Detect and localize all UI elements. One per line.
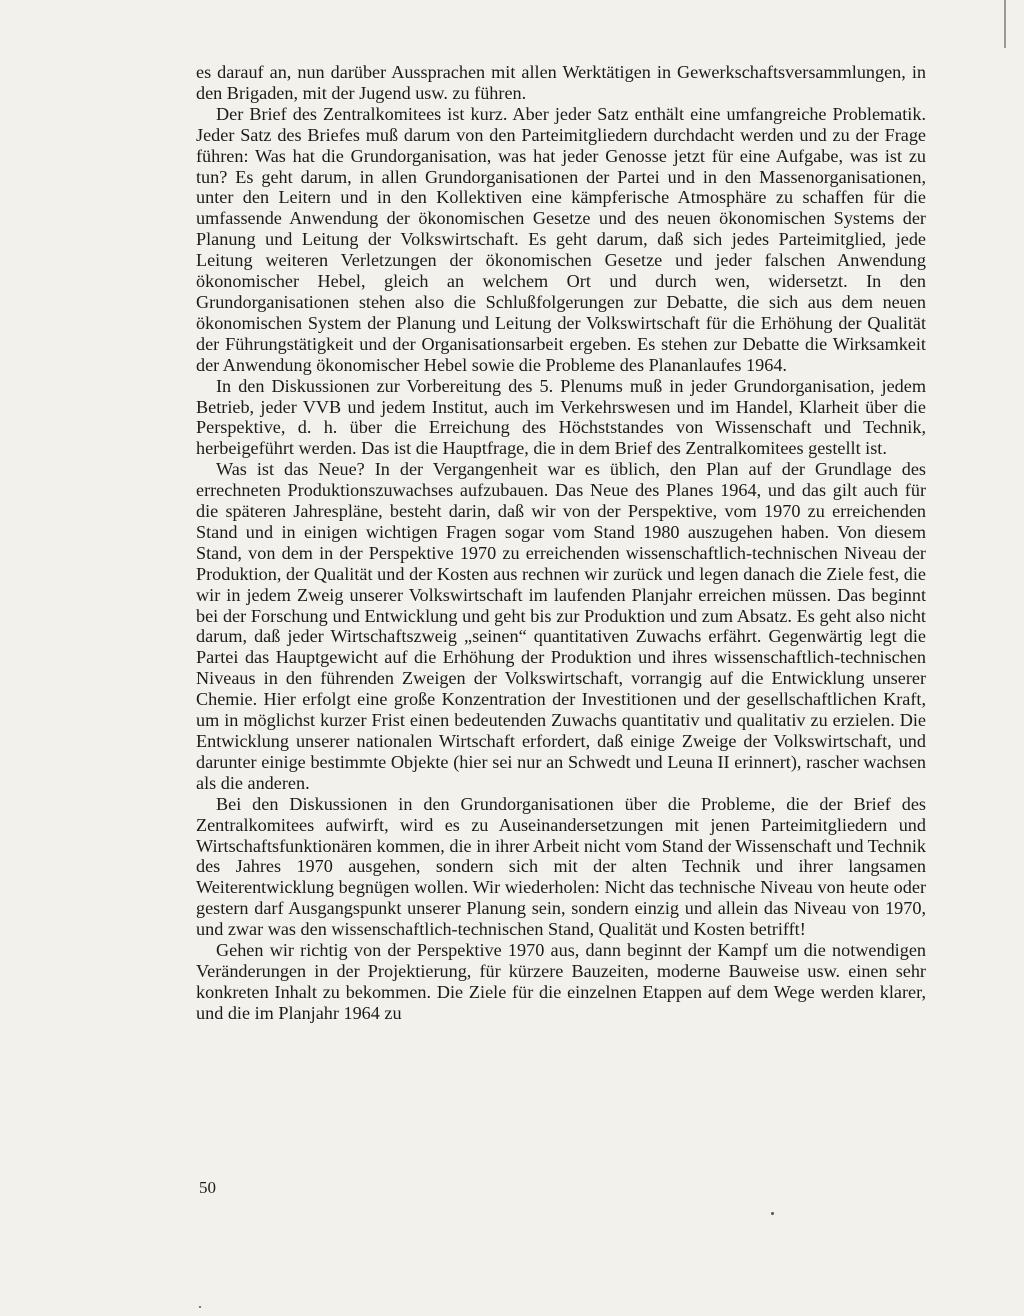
paragraph-2: Der Brief des Zentralkomitees ist kurz. Aber jeder Satz enthält eine umfangreiche Problematik. Jeder Satz des Briefes muß darum von den Parteimitgliedern durchdacht werden und zu der Frage führen: Was hat die Grundorganisation, was hat jeder Genosse jetzt für eine Aufgabe, was ist zu tun? Es geht darum, in allen Grundorganisationen der Partei und in den Massenorganisationen, unter den Leitern und in den Kollektiven eine kämpferische Atmosphäre zu schaffen für die umfassende Anwendung der ökonomischen Gesetze und des neuen ökonomischen Systems der Planung und Leitung der Volkswirtschaft. Es geht darum, daß sich jedes Parteimitglied, jede Leitung weiteren Verletzungen der ökonomischen Gesetze und jeder falschen Anwendung ökonomischer Hebel, gleich an welchem Ort und durch wen, widersetzt. In den Grundorganisationen stehen also die Schlußfolgerungen zur Debatte, die sich aus dem neuen ökonomischen System der Planung und Leitung der Volkswirtschaft für die Erhöhung der Qualität der Führungstätigkeit und der Organisationsarbeit ergeben. Es stehen zur Debatte die Wirksamkeit der Anwendung ökonomischer Hebel sowie die Probleme des Plananlaufes 1964. [196,103,926,375]
page-number: 50 [199,1178,216,1197]
paragraph-4: Was ist das Neue? In der Vergangenheit war es üblich, den Plan auf der Grundlage des errechneten Produktionszuwachses aufzubauen. Das Neue des Planes 1964, und das gilt auch für die späteren Jahrespläne, besteht darin, daß wir von der Perspektive, vom 1970 zu erreichenden Stand und in einigen wichtigen Fragen sogar vom Stand 1980 auszugehen haben. Von diesem Stand, von dem in der Perspektive 1970 zu erreichenden wissenschaftlich-technischen Niveau der Produktion, der Qualität und der Kosten aus rechnen wir zurück und legen danach die Ziele fest, die wir in jedem Zweig unserer Volkswirtschaft im laufenden Planjahr erreichen müssen. Das beginnt bei der Forschung und Entwicklung und geht bis zur Produktion und zum Absatz. Es geht also nicht darum, daß jeder Wirtschaftszweig „seinen“ quantitativen Zuwachs erfährt. Gegenwärtig legt die Partei das Hauptgewicht auf die Erhöhung der Produktion und ihres wissenschaftlich-technischen Niveaus in den führenden Zweigen der Volkswirtschaft, vorrangig auf die Entwicklung unserer Chemie. Hier erfolgt eine große Konzentration der Investitionen und der gesellschaftlichen Kraft, um in möglichst kurzer Frist einen bedeutenden Zuwachs quantitativ und qualitativ zu erzielen. Die Entwicklung unserer nationalen Wirtschaft erfordert, daß einige Zweige der Volkswirtschaft, und darunter einige bestimmte Objekte (hier sei nur an Schwedt und Leuna II erinnert), rascher wachsen als die anderen. [196,459,926,793]
paragraph-1: es darauf an, nun darüber Aussprachen mit allen Werktätigen in Gewerkschaftsversammlungen, in den Brigaden, mit der Jugend usw. zu führen. [196,62,926,103]
paragraph-3: In den Diskussionen zur Vorbereitung des 5. Plenums muß in jeder Grundorganisation, jedem Betrieb, jeder VVB und jedem Institut, auch im Verkehrswesen und im Handel, Klarheit über die Perspektive, d. h. über die Erreichung des Höchststandes von Wissenschaft und Technik, herbeigeführt werden. Das ist die Hauptfrage, die in dem Brief des Zentralkomitees gestellt ist. [196,375,926,459]
page-edge-mark [1004,0,1006,48]
paragraph-5: Bei den Diskussionen in den Grundorganisationen über die Probleme, die der Brief des Zentralkomitees aufwirft, wird es zu Auseinandersetzungen mit jenen Parteimitgliedern und Wirtschaftsfunktionären kommen, die in ihrer Arbeit nicht vom Stand der Wissenschaft und Technik des Jahres 1970 ausgehen, sondern sich mit der alten Technik und ihrer langsamen Weiterentwicklung begnügen wollen. Wir wiederholen: Nicht das technische Niveau von heute oder gestern darf Ausgangspunkt unserer Planung sein, sondern einzig und allein das Niveau von 1970, und zwar was den wissenschaftlich-technischen Stand, Qualität und Kosten betrifft! [196,793,926,940]
print-speck [771,1212,774,1215]
paragraph-6: Gehen wir richtig von der Perspektive 1970 aus, dann beginnt der Kampf um die notwendigen Veränderungen in der Projektierung, für kürzere Bauzeiten, moderne Bauweise usw. einen sehr konkreten Inhalt zu bekommen. Die Ziele für die einzelnen Etappen auf dem Wege werden klarer, und die im Planjahr 1964 zu [196,940,926,1023]
document-body [196,62,926,1024]
print-speck [199,1306,201,1308]
